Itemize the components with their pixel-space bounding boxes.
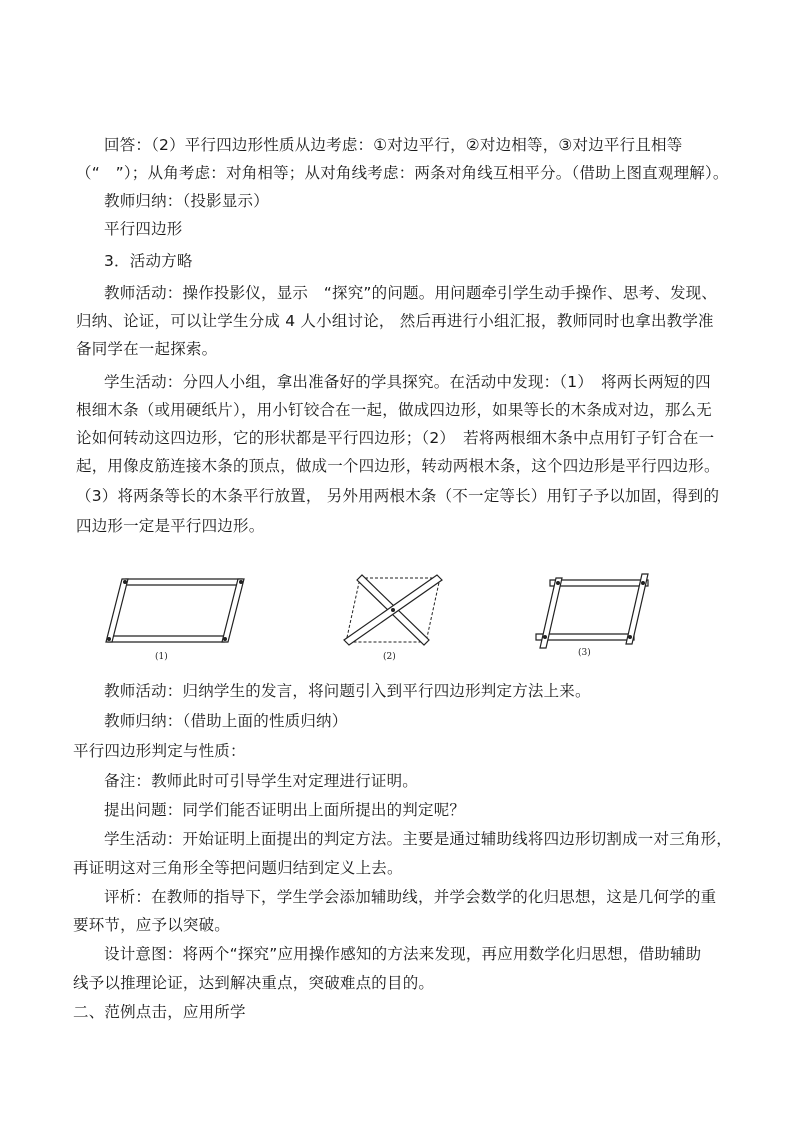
comment-line1: 评析：在教师的指导下，学生学会添加辅助线，并学会数学的化归思想，这是几何学的重	[104, 888, 717, 906]
activity-figures	[100, 570, 660, 665]
section-heading-examples: 二、范例点击，应用所学	[73, 1003, 246, 1021]
teacher-activity-line2: 归纳、论证，可以让学生分成 4 人小组讨论， 然后再进行小组汇报，教师同时也拿出教学准	[76, 312, 714, 330]
figure-1-label: (1)	[155, 652, 168, 662]
student-activity-line5: （3）将两条等长的木条平行放置， 另外用两根木条（不一定等长）用钉子予以加固，得到的	[76, 487, 720, 505]
criteria-heading: 平行四边形判定与性质：	[73, 742, 246, 760]
comment-line2: 要环节，应予以突破。	[73, 916, 231, 934]
student-activity-line6: 四边形一定是平行四边形。	[76, 517, 265, 535]
figure-3-parallel-strips	[530, 570, 660, 650]
question-line: 提出问题：同学们能否证明出上面所提出的判定呢？	[104, 801, 466, 819]
teacher-summary-2: 教师归纳：（借助上面的性质归纳）	[104, 712, 348, 730]
teacher-activity-line1: 教师活动：操作投影仪，显示 “探究”的问题。用问题牵引学生动手操作、思考、发现、	[104, 284, 718, 302]
parallelogram-label: 平行四边形	[104, 220, 183, 238]
student-activity-line1: 学生活动：分四人小组，拿出准备好的学具探究。在活动中发现：（1） 将两长两短的四	[104, 373, 711, 391]
student-activity-line4: 起，用像皮筋连接木条的顶点，做成一个四边形，转动两根木条，这个四边形是平行四边形。	[76, 457, 720, 475]
paragraph-answer-line2: （“ ”）；从角考虑：对角相等；从对角线考虑：两条对角线互相平分。（借助上图直观理解）。	[76, 164, 729, 182]
design-intent-line2: 线予以推理论证，达到解决重点，突破难点的目的。	[73, 974, 435, 992]
teacher-summary-heading: 教师归纳：（投影显示）	[104, 192, 269, 210]
figure-1-strip-parallelogram	[100, 570, 250, 650]
student-proof-line1: 学生活动：开始证明上面提出的判定方法。主要是通过辅助线将四边形切割成一对三角形，	[104, 830, 733, 848]
student-proof-line2: 再证明这对三角形全等把问题归结到定义上去。	[73, 859, 403, 877]
activity-strategy-heading: 3．活动方略	[104, 252, 193, 270]
student-activity-line3: 论如何转动这四边形，它的形状都是平行四边形；（2） 若将两根细木条中点用钉子钉合在一	[76, 429, 715, 447]
note-line: 备注：教师此时可引导学生对定理进行证明。	[104, 772, 419, 790]
figure-3-label: (3)	[578, 648, 591, 658]
teacher-activity-line3: 备同学在一起探索。	[76, 340, 218, 358]
figure-2-label: (2)	[383, 652, 396, 662]
student-activity-line2: 根细木条（或用硬纸片），用小钉铰合在一起，做成四边形，如果等长的木条成对边，那么无	[76, 401, 712, 419]
figure-2-crossed-strips	[340, 570, 450, 650]
design-intent-line1: 设计意图：将两个“探究”应用操作感知的方法来发现，再应用数学化归思想，借助辅助	[104, 945, 702, 963]
paragraph-answer-line1: 回答：（2）平行四边形性质从边考虑：①对边平行，②对边相等，③对边平行且相等	[104, 136, 683, 154]
teacher-activity-summary: 教师活动：归纳学生的发言，将问题引入到平行四边形判定方法上来。	[104, 682, 591, 700]
